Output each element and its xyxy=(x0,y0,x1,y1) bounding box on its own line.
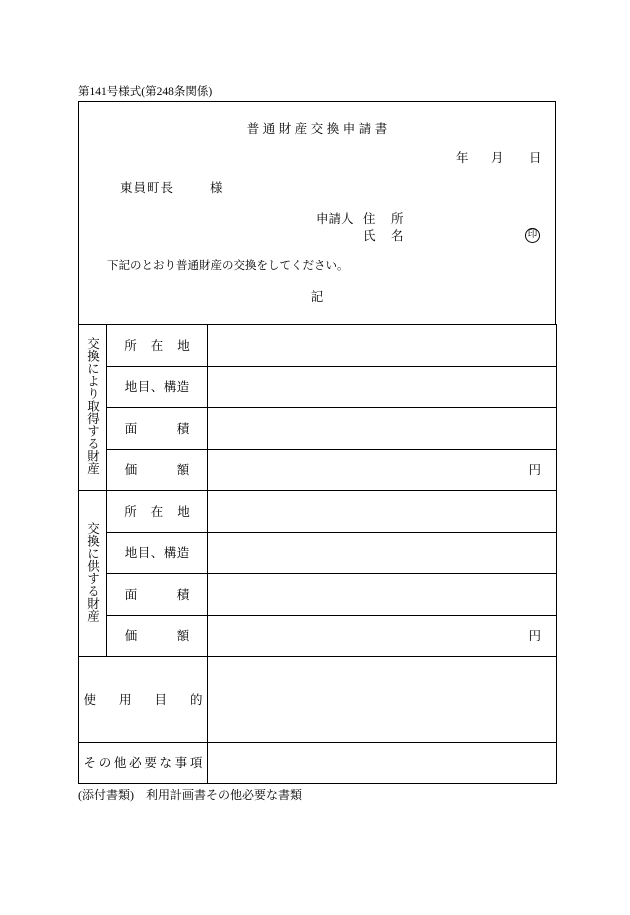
area-label: 面積 xyxy=(124,421,229,436)
table-row xyxy=(79,367,557,408)
section-offered-label: 交換に供する財産 xyxy=(85,522,100,622)
row-label-cell xyxy=(107,616,229,657)
date-day-label: 日 xyxy=(529,151,542,165)
table-row xyxy=(79,408,557,450)
applicant-label: 申請人 xyxy=(316,212,354,226)
section-offered-label-cell xyxy=(79,491,107,657)
row-label-cell xyxy=(107,533,208,574)
land-category-structure-label: 地目、構造 xyxy=(124,546,190,560)
table-row xyxy=(79,657,557,743)
address-label-first: 住 xyxy=(363,212,376,226)
property-table xyxy=(78,324,557,784)
purpose-value-cell xyxy=(208,657,557,743)
name-label-second: 名 xyxy=(391,229,404,243)
table-row xyxy=(79,616,557,657)
table-row xyxy=(79,533,557,574)
notation-ki: 記 xyxy=(310,290,324,304)
yen-unit: 円 xyxy=(528,629,541,643)
area-label: 面積 xyxy=(124,587,229,602)
price-label: 価額 xyxy=(124,629,229,643)
seal-mark-icon: 印 xyxy=(525,228,540,243)
form-number: 第141号様式(第248条関係) xyxy=(78,86,213,98)
row-label-cell xyxy=(107,408,229,450)
address-label-second: 所 xyxy=(391,212,404,226)
form-title: 普通財産交換申請書 xyxy=(246,122,391,136)
location-label: 所在地 xyxy=(124,504,204,519)
land-category-structure-value-cell xyxy=(208,533,557,574)
purpose-label-cell xyxy=(79,657,226,743)
other-matters-value-cell xyxy=(208,743,557,784)
name-label-first: 氏 xyxy=(363,229,376,243)
price-value-cell xyxy=(208,450,557,491)
table-row xyxy=(79,574,557,616)
addressee-name: 東員町長 xyxy=(120,181,175,195)
location-value-cell xyxy=(208,325,557,367)
form-title-container xyxy=(78,122,556,136)
table-row xyxy=(79,450,557,491)
purpose-label: 使用目的 xyxy=(83,692,226,707)
row-label-cell xyxy=(107,450,229,491)
date-month-label: 月 xyxy=(491,151,504,165)
yen-unit: 円 xyxy=(528,463,541,477)
date-year-label: 年 xyxy=(456,151,469,165)
other-matters-label-cell xyxy=(79,743,208,784)
table-row xyxy=(79,325,557,367)
price-label: 価額 xyxy=(124,463,229,477)
land-category-structure-label: 地目、構造 xyxy=(124,380,190,394)
land-category-structure-value-cell xyxy=(208,367,557,408)
table-row xyxy=(79,743,557,784)
attachments-note: (添付書類) 利用計画書その他必要な書類 xyxy=(78,788,302,802)
area-value-cell xyxy=(208,574,557,616)
row-label-cell xyxy=(107,367,208,408)
area-value-cell xyxy=(208,408,557,450)
location-label: 所在地 xyxy=(124,338,204,353)
addressee-honorific: 様 xyxy=(210,181,223,195)
row-label-cell xyxy=(107,491,208,533)
row-label-cell xyxy=(107,325,208,367)
section-acquired-label: 交換により取得する財産 xyxy=(85,337,100,475)
section-acquired-label-cell xyxy=(79,325,107,491)
other-matters-label: その他必要な事項 xyxy=(83,756,206,770)
price-value-cell xyxy=(208,616,557,657)
location-value-cell xyxy=(208,491,557,533)
request-text: 下記のとおり普通財産の交換をしてください。 xyxy=(107,260,349,272)
row-label-cell xyxy=(107,574,229,616)
table-row xyxy=(79,491,557,533)
